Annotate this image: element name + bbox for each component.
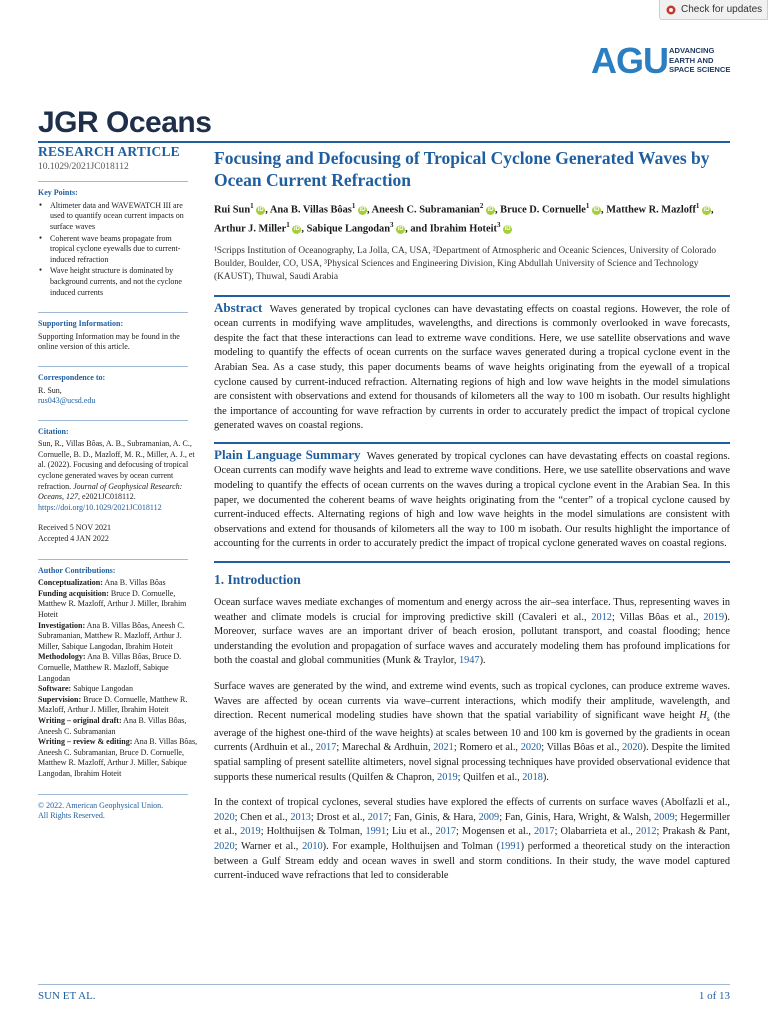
section-rule bbox=[214, 295, 730, 297]
agu-logo-mark: AGU bbox=[591, 40, 668, 81]
paragraph-text: ; Holthuijsen & Tolman, bbox=[260, 826, 366, 838]
citation-year-link[interactable]: 2017 bbox=[315, 742, 337, 754]
copyright-line: © 2022. American Geophysical Union. bbox=[38, 800, 164, 810]
pls-heading: Plain Language Summary bbox=[214, 446, 361, 462]
symbol-subscript: s bbox=[706, 715, 710, 724]
author-affiliation-mark: 1 bbox=[286, 220, 290, 229]
author-name: Matthew R. Mazloff bbox=[606, 204, 696, 216]
citation-year-link[interactable]: 2017 bbox=[435, 826, 457, 838]
contribution-role: Conceptualization: bbox=[38, 578, 103, 588]
paragraph-text: ). bbox=[542, 771, 549, 783]
section-rule bbox=[214, 561, 730, 563]
article-type: RESEARCH ARTICLE bbox=[38, 144, 180, 159]
paragraph-text: (the average of the highest one-third of the wave heights) at scales between 10 and 100 km is governed by the gradients in ocean currents (Ardhuin et al., bbox=[214, 710, 730, 754]
paragraph-text: ; Mogensen et al., bbox=[456, 826, 534, 838]
correspondence-heading: Correspondence to: bbox=[38, 372, 106, 382]
contribution-role: Methodology: bbox=[38, 652, 86, 662]
author-contributions-heading: Author Contributions: bbox=[38, 565, 116, 575]
symbol-text: H bbox=[699, 710, 707, 722]
paragraph-text: ; Prakash & Pant, bbox=[656, 826, 730, 838]
orcid-icon[interactable]: iD bbox=[593, 207, 600, 214]
citation-reference: Sun, R., Villas Bôas, A. B., Subramanian, A. C., Cornuelle, B. D., Mazloff, M. R., Miller, A. J., et al. (2022). Focusing and defocusing of tropical cyclone generated waves by ocean current refraction. bbox=[38, 439, 195, 491]
paragraph-text: ). Moreover, surface waves are an important driver of beach erosion, pollutant transport, and coastal flooding; hence understanding the evolution and propagation of surface waves and accurately modeling them has profound implications for both the coastal and global communities (Munk & Traylor, bbox=[214, 611, 730, 667]
divider bbox=[38, 366, 188, 367]
paragraph-text: ). bbox=[479, 655, 486, 667]
paragraph-text: ) performed a theoretical study on the interaction between a Gulf Stream eddy and ocean waves in swell and storm conditions. In their study, the wave model captured current-induced wave refractions that led to considerable bbox=[214, 841, 730, 882]
article-doi: 10.1029/2021JC018112 bbox=[38, 161, 129, 172]
contribution-entry bbox=[38, 621, 198, 653]
check-updates-label: Check for updates bbox=[681, 4, 763, 15]
contribution-entry bbox=[38, 589, 198, 621]
citation-year-link[interactable]: 1991 bbox=[500, 841, 521, 852]
contribution-names: Ana B. Villas Bôas, Aneesh C. Subramanian, Bruce D. Cornuelle, Matthew R. Mazloff, Arthur J. Miller, Sabique Langodan, Ibrahim Hoteit bbox=[38, 737, 198, 778]
agu-logo bbox=[591, 40, 731, 81]
paragraph-text: ; Marechal & Ardhuin, bbox=[336, 742, 434, 754]
check-updates-icon bbox=[666, 5, 676, 15]
citation-year-link[interactable]: 2017 bbox=[533, 826, 555, 838]
check-for-updates-button[interactable] bbox=[659, 0, 768, 20]
paragraph-text: ; Olabarrieta et al., bbox=[554, 826, 636, 838]
orcid-icon[interactable]: iD bbox=[397, 226, 404, 233]
paragraph-text: ; Drost et al., bbox=[310, 811, 368, 823]
affiliations: ¹Scripps Institution of Oceanography, La Jolla, CA, USA, ²Department of Atmospheric and Oceanic Sciences, University of Colorado Boulder, Boulder, CO, USA, ³Physical Sciences and Engineering Division, King Abdullah University of Science and Technology (KAUST), Thuwal, Saudi Arabia bbox=[214, 245, 717, 283]
abstract bbox=[214, 301, 730, 434]
copyright-line: All Rights Reserved. bbox=[38, 811, 105, 821]
agu-tagline-line: EARTH AND bbox=[669, 55, 714, 65]
citation-year-link[interactable]: 2020 bbox=[520, 742, 542, 754]
paragraph-text: ). For example, Holthuijsen and Tolman ( bbox=[322, 841, 501, 852]
author-affiliation-mark: 1 bbox=[351, 202, 356, 210]
paragraph-text: ). Despite the limited spatial sampling of present satellite altimeters, novel signal processing techniques have provided observational evidence that supports these numerical results (Quilfen & Chapron, bbox=[214, 742, 730, 783]
abstract-heading: Abstract bbox=[214, 299, 263, 315]
contribution-names: Sabique Langodan bbox=[71, 684, 133, 694]
paragraph-text: ; Villas Bôas et al., bbox=[541, 742, 623, 754]
pls-text: Waves generated by tropical cyclones can have devastating effects on coastal regions. Ocean currents can modify wave heights and lead to extreme wave conditions. Here, we use satellite observations and wave modeling to quantify the effects of ocean currents on the waves during a tropical cyclone event in the Arabian Sea. In this paper, we documented the coherent beams of wave heights originating from the “center” of a tropical cyclone caused by current-induced effects. Alternating regions of high and low wave heights in the model simulations are consistent with observations and extend for thousands of kilometers all the way to 100 m isobath. Our results highlight the importance of accounting for the currents in order to accurately predict the impact of tropical cyclone generated waves on coastal regions. bbox=[214, 450, 730, 550]
author-name: Sabique Langodan bbox=[306, 223, 391, 235]
citation-doi-link[interactable]: https://doi.org/10.1029/2021JC018112 bbox=[38, 502, 162, 512]
key-point: ● Coherent wave beams propagate from tropical cyclone eyewalls due to current-induced refraction bbox=[38, 234, 198, 266]
citation-year-link[interactable]: 2020 bbox=[622, 742, 643, 754]
divider bbox=[38, 420, 188, 421]
paragraph-text: ; Hegermiller et al., bbox=[214, 811, 730, 838]
citation-year-link[interactable]: 1947 bbox=[458, 655, 480, 667]
author-name: Rui Sun bbox=[214, 204, 251, 216]
contribution-role: Funding acquisition: bbox=[38, 588, 109, 598]
paragraph-text: ; Romero et al., bbox=[453, 742, 521, 754]
contribution-entry bbox=[38, 578, 198, 589]
paragraph-text: ; Liu et al., bbox=[386, 826, 436, 838]
author-affiliation-mark: 3 bbox=[496, 220, 501, 229]
citation-text bbox=[38, 439, 198, 513]
intro-paragraph bbox=[214, 796, 730, 884]
author-affiliation-mark: 2 bbox=[479, 202, 484, 210]
contribution-role: Software: bbox=[38, 684, 72, 694]
author-affiliation-mark: 3 bbox=[390, 220, 394, 229]
contribution-role: Supervision: bbox=[38, 694, 82, 704]
citation-year-link[interactable]: 2013 bbox=[290, 811, 311, 823]
citation-year-link[interactable]: 2012 bbox=[635, 826, 657, 838]
contribution-role: Investigation: bbox=[38, 620, 86, 630]
orcid-icon[interactable]: iD bbox=[359, 207, 366, 214]
paragraph-text: Ocean surface waves mediate exchanges of momentum and energy across the air–sea interface. Thus, representing waves in weather and climate models is crucial for improving predictive skill (Cavaleri et al., bbox=[214, 597, 730, 623]
key-point: ● Wave height structure is dominated by background currents, and not the cyclone induced currents bbox=[38, 266, 198, 298]
supporting-info-text: Supporting Information may be found in the online version of this article. bbox=[38, 331, 180, 352]
article-title: Focusing and Defocusing of Tropical Cyclone Generated Waves by Ocean Current Refraction bbox=[214, 148, 710, 190]
citation-year-link[interactable]: 1991 bbox=[365, 826, 387, 838]
received-date: Received 5 NOV 2021 bbox=[38, 523, 111, 533]
contribution-names: Ana B. Villas Bôas bbox=[102, 578, 166, 588]
citation-year-link[interactable]: 2019 bbox=[437, 771, 458, 783]
citation-year-link[interactable]: 2020 bbox=[214, 841, 235, 852]
author-affiliation-mark: 1 bbox=[695, 202, 700, 210]
paragraph-text: In the context of tropical cyclones, several studies have explored the effects of currents on surface waves (Abolfazli et al., bbox=[214, 797, 730, 809]
citation-year-link[interactable]: 2018 bbox=[522, 771, 543, 783]
orcid-icon[interactable]: iD bbox=[504, 226, 511, 233]
footer-page-number: 1 of 13 bbox=[698, 990, 730, 1002]
plain-language-summary bbox=[214, 448, 730, 552]
left-sidebar bbox=[38, 144, 198, 822]
citation-year-link[interactable]: 2019 bbox=[703, 611, 724, 623]
contribution-entry bbox=[38, 652, 198, 684]
contribution-entry bbox=[38, 684, 198, 695]
citation-year-link[interactable]: 2020 bbox=[214, 811, 235, 823]
contribution-names: Ana B. Villas Bôas, Bruce D. Cornuelle, Matthew R. Mazloff, Sabique Langodan bbox=[38, 652, 182, 683]
contribution-names: Bruce D. Cornuelle, Matthew R. Mazloff, Arthur J. Miller, Ibrahim Hoteit bbox=[38, 588, 187, 619]
main-column bbox=[214, 147, 730, 884]
contribution-entry bbox=[38, 695, 198, 716]
key-points-heading: Key Points: bbox=[38, 188, 78, 198]
correspondence-email-link[interactable]: rus043@ucsd.edu bbox=[38, 396, 96, 406]
intro-paragraph bbox=[214, 596, 730, 669]
paragraph-text: ; Warner et al., bbox=[234, 841, 303, 852]
citation-year-link[interactable]: 2021 bbox=[433, 742, 454, 754]
contribution-role: Writing – original draft: bbox=[38, 715, 122, 725]
abstract-text: Waves generated by tropical cyclones can have devastating effects on coastal regions. However, the role of ocean currents in modifying wave amplitudes, wavelengths, and directions is commonly overlooked in wave forecasts, despite the fact that these interactions can lead to extreme wave conditions. Here, we use satellite observations and wave modeling to quantify the effects of ocean currents on the surface waves generated during a tropical cyclone event in the Arabian Sea. As a case study, this paper documents beams of wave heights originating from the eyewall of a tropical cyclone caused by current-induced refraction. Alternating regions of high and low wave heights in the model simulations are consistent with observations and extend for thousands of kilometers all the way to 100 m isobath. Our results highlight the importance of accounting for wave refraction by currents in order to accurately predict the impact of tropical cyclone generated waves on coastal regions. bbox=[214, 303, 730, 432]
correspondence-name: R. Sun, bbox=[38, 385, 62, 395]
paragraph-text: ; Villas Bôas et al., bbox=[611, 611, 704, 623]
contribution-names: Bruce D. Cornuelle, Matthew R. Mazloff, Arthur J. Miller, Ibrahim Hoteit bbox=[38, 694, 188, 715]
contribution-names: Ana B. Villas Bôas, Aneesh C. Subramanian bbox=[38, 715, 187, 736]
paragraph-text: ; Fan, Ginis, & Hara, bbox=[388, 811, 479, 823]
orcid-icon[interactable]: iD bbox=[487, 207, 494, 214]
divider bbox=[38, 559, 188, 560]
contribution-names: Ana B. Villas Bôas, Aneesh C. Subramanian, Matthew R. Mazloff, Arthur J. Miller, Sabique Langodan, Ibrahim Hoteit bbox=[38, 620, 185, 651]
agu-tagline-line: SPACE SCIENCE bbox=[669, 65, 731, 74]
footer-rule bbox=[38, 984, 730, 985]
intro-paragraph bbox=[214, 680, 730, 785]
citation-year-link[interactable]: 2009 bbox=[654, 811, 675, 823]
author-affiliation-mark: 1 bbox=[250, 202, 254, 210]
journal-name: JGR Oceans bbox=[38, 106, 212, 139]
citation-year-link[interactable]: 2010 bbox=[302, 841, 323, 852]
footer-authors: SUN ET AL. bbox=[38, 990, 96, 1002]
accepted-date: Accepted 4 JAN 2022 bbox=[38, 534, 109, 544]
header-rule bbox=[38, 141, 730, 143]
key-points-list bbox=[38, 201, 198, 298]
agu-tagline-line: ADVANCING bbox=[669, 46, 715, 55]
contribution-role: Writing – review & editing: bbox=[38, 737, 133, 747]
agu-tagline bbox=[669, 46, 730, 75]
divider bbox=[38, 312, 188, 313]
author-name: and Ibrahim Hoteit bbox=[410, 223, 497, 235]
key-point: ● Altimeter data and WAVEWATCH III are used to quantify ocean current impacts on surface waves bbox=[38, 201, 198, 233]
author-name: Ana B. Villas Bôas bbox=[269, 204, 352, 216]
paragraph-text: Surface waves are generated by the wind, and extreme wind events, such as tropical cyclones, can produce extreme waves. Waves are affected by ocean currents via wave–current interactions, which modify their amplitude, wavelength, and direction. Recent numerical modeling studies have shown that the spatial variability of significant wave height bbox=[214, 681, 730, 722]
citation-heading: Citation: bbox=[38, 426, 69, 436]
citation-year-link[interactable]: 2017 bbox=[367, 811, 389, 823]
paragraph-text: ; Quilfen et al., bbox=[457, 771, 523, 783]
paragraph-text: ; Chen et al., bbox=[234, 811, 291, 823]
citation-journal: Journal of Geophysical Research: Oceans, 127, bbox=[38, 481, 183, 502]
section-rule bbox=[214, 442, 730, 444]
author-name: Bruce D. Cornuelle bbox=[500, 204, 586, 216]
citation-year-link[interactable]: 2009 bbox=[478, 811, 500, 823]
author-name: Arthur J. Miller bbox=[214, 223, 287, 235]
orcid-icon[interactable]: iD bbox=[703, 207, 710, 214]
supporting-info-heading: Supporting Information: bbox=[38, 319, 124, 329]
orcid-icon[interactable]: iD bbox=[293, 226, 300, 233]
author-name: Aneesh C. Subramanian bbox=[371, 204, 480, 216]
author-contributions-list bbox=[38, 578, 198, 779]
citation-article-id: e2021JC018112. bbox=[80, 492, 136, 502]
intro-heading: 1. Introduction bbox=[214, 572, 301, 588]
citation-year-link[interactable]: 2019 bbox=[240, 826, 261, 838]
divider bbox=[38, 181, 188, 182]
author-affiliation-mark: 1 bbox=[585, 202, 590, 210]
orcid-icon[interactable]: iD bbox=[257, 207, 264, 214]
paragraph-text: ; Fan, Ginis, Hara, Wright, & Walsh, bbox=[499, 811, 655, 823]
contribution-entry bbox=[38, 737, 198, 779]
contribution-entry bbox=[38, 716, 198, 737]
author-list: Rui Sun$^1$ iD , Ana B. Villas Bôas$^1$ iD , Aneesh C. Subramanian$^2$ iD , Bruce D. Cornuelle$^1$ iD , Matthew R. Mazloff$^1$ iD , Arthur J. Miller$^1$ iD , Sabique Langodan$^3$ iD , and Ibrahim Hoteit$^3$ iD bbox=[214, 202, 714, 235]
citation-year-link[interactable]: 2012 bbox=[591, 611, 612, 623]
divider bbox=[38, 794, 188, 795]
